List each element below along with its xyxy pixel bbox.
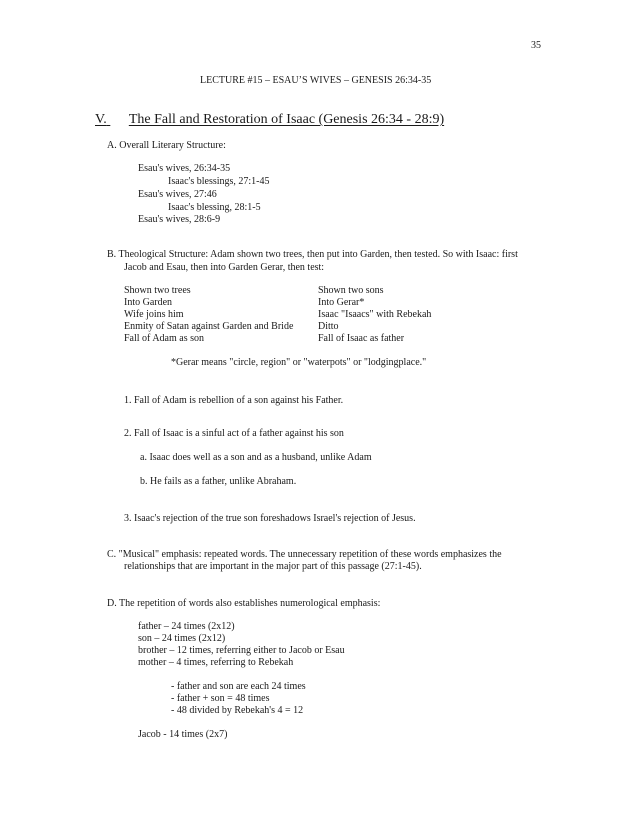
comparison-left: Into Garden xyxy=(124,297,173,308)
word-count: father – 24 times (2x12) xyxy=(138,621,235,632)
comparison-right: Isaac "Isaacs" with Rebekah xyxy=(318,309,432,320)
part-a-label: A. Overall Literary Structure: xyxy=(107,140,226,151)
section-heading xyxy=(95,112,444,128)
point-3: 3. Isaac's rejection of the true son foreshadows Israel's rejection of Jesus. xyxy=(124,513,416,524)
word-count: son – 24 times (2x12) xyxy=(138,633,226,644)
word-count: brother – 12 times, referring either to Jacob or Esau xyxy=(138,645,345,656)
comparison-right: Fall of Isaac as father xyxy=(318,333,405,344)
part-b-line-2: Jacob and Esau, then into Garden Gerar, then test: xyxy=(124,262,325,273)
part-c-line-1: C. "Musical" emphasis: repeated words. The unnecessary repetition of these words emphasizes the xyxy=(107,549,502,560)
point-2a: a. Isaac does well as a son and as a husband, unlike Adam xyxy=(140,452,372,463)
count-note: - father + son = 48 times xyxy=(171,693,270,704)
structure-line: Isaac's blessing, 28:1-5 xyxy=(168,202,261,213)
comparison-left: Wife joins him xyxy=(124,309,184,320)
point-2: 2. Fall of Isaac is a sinful act of a father against his son xyxy=(124,428,344,439)
gerar-footnote: *Gerar means "circle, region" or "waterpots" or "lodgingplace." xyxy=(171,357,427,368)
lecture-header: LECTURE #15 – ESAU’S WIVES – GENESIS 26:34-35 xyxy=(200,75,432,86)
word-count: mother – 4 times, referring to Rebekah xyxy=(138,657,294,668)
comparison-left: Shown two trees xyxy=(124,285,191,296)
structure-line: Isaac's blessings, 27:1-45 xyxy=(168,176,270,187)
comparison-right: Into Gerar* xyxy=(318,297,365,308)
point-1: 1. Fall of Adam is rebellion of a son against his Father. xyxy=(124,395,344,406)
section-numeral: V. xyxy=(95,112,107,127)
structure-line: Esau's wives, 27:46 xyxy=(138,189,217,200)
comparison-left: Fall of Adam as son xyxy=(124,333,204,344)
section-gap xyxy=(107,112,129,128)
section-title: The Fall and Restoration of Isaac (Genesis 26:34 - 28:9) xyxy=(128,112,445,127)
count-note: - 48 divided by Rebekah's 4 = 12 xyxy=(171,705,304,716)
comparison-left: Enmity of Satan against Garden and Bride xyxy=(124,321,294,332)
comparison-right: Ditto xyxy=(318,321,339,332)
part-c-line-2: relationships that are important in the major part of this passage (27:1-45). xyxy=(124,561,422,572)
structure-line: Esau's wives, 28:6-9 xyxy=(138,214,221,225)
count-note: - father and son are each 24 times xyxy=(171,681,306,692)
point-2b: b. He fails as a father, unlike Abraham. xyxy=(140,476,297,487)
part-d-label: D. The repetition of words also establishes numerological emphasis: xyxy=(107,598,381,609)
page-number: 35 xyxy=(531,40,541,51)
comparison-right: Shown two sons xyxy=(318,285,384,296)
part-b-line-1: B. Theological Structure: Adam shown two trees, then put into Garden, then tested. So with Isaac: first xyxy=(107,249,518,260)
jacob-count: Jacob - 14 times (2x7) xyxy=(138,729,228,740)
structure-line: Esau's wives, 26:34-35 xyxy=(138,163,231,174)
